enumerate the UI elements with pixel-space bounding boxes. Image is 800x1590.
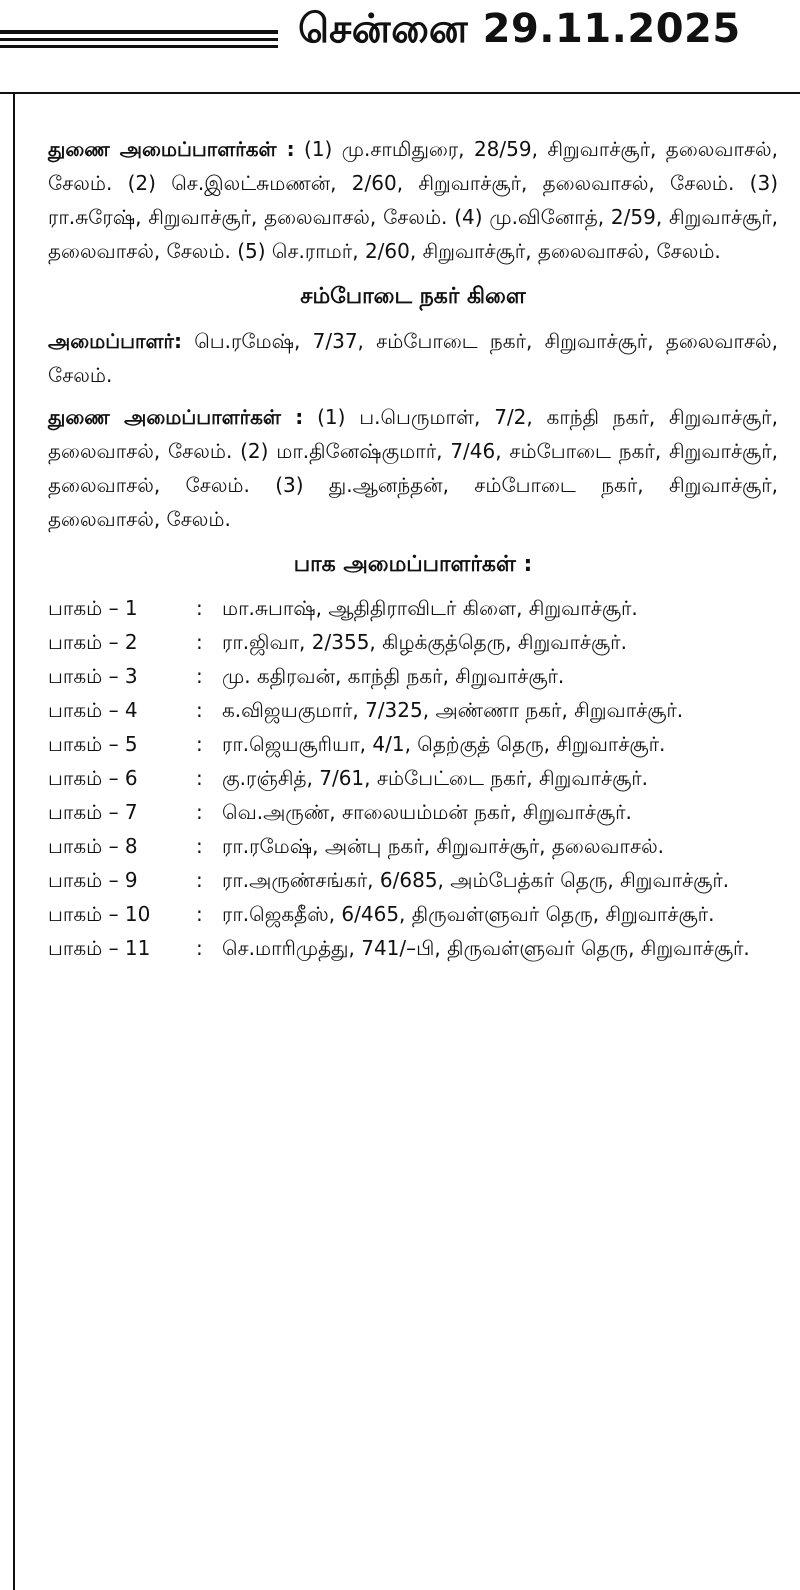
list-item [48,932,778,964]
list-item [48,694,778,726]
part-organizer: ரா.ஜெயசூரியா, 4/1, தெற்குத் தெரு, சிறுவாச்சூர். [222,732,666,756]
assistant-organizers-label: துணை அமைப்பாளர்கள் : [48,137,295,161]
part-separator: : [196,630,203,654]
list-item [48,796,778,828]
part-number: பாகம் – 6 [48,766,138,790]
part-organizer: செ.மாரிமுத்து, 741/–பி, திருவள்ளுவர் தெரு, சிறுவாச்சூர். [222,936,750,960]
header-divider [0,92,800,94]
article-body [48,132,778,966]
list-item [48,626,778,658]
branch-organizer-text: பெ.ரமேஷ், 7/37, சம்போடை நகர், சிறுவாச்சூர், தலைவாசல், சேலம். [48,329,779,387]
part-organizer: ரா.ஜிவா, 2/355, கிழக்குத்தெரு, சிறுவாச்சூர். [222,630,627,654]
list-item [48,830,778,862]
part-separator: : [196,664,203,688]
part-organizer: வெ.அருண், சாலையம்மன் நகர், சிறுவாச்சூர். [222,800,632,824]
part-separator: : [196,800,203,824]
branch-organizer-paragraph [48,324,778,392]
list-item [48,660,778,692]
part-separator: : [196,732,203,756]
assistant-organizers-text: (1) மு.சாமிதுரை, 28/59, சிறுவாச்சூர், தலைவாசல், சேலம். (2) செ.இலட்சுமணன், 2/60, சிறுவாச்சூர், தலைவாசல், சேலம். (3) ரா.சுரேஷ், சிறுவாச்சூர், தலைவாசல், சேலம். (4) மு.வினோத், 2/59, சிறுவாச்சூர், தலைவாசல், சேலம். (5) செ.ராமர், 2/60, சிறுவாச்சூர், தலைவாசல், சேலம். [48,137,778,263]
branch-assistants-text: (1) ப.பெருமாள், 7/2, காந்தி நகர், சிறுவாச்சூர், தலைவாசல், சேலம். (2) மா.தினேஷ்குமார், 7/46, சம்போடை நகர், சிறுவாச்சூர், தலைவாசல், சேலம். (3) து.ஆனந்தன், சம்போடை நகர், சிறுவாச்சூர், தலைவாசல், சேலம். [48,405,778,531]
part-organizer: மா.சுபாஷ், ஆதிதிராவிடர் கிளை, சிறுவாச்சூர். [222,596,638,620]
column-border [13,94,15,1590]
branch-assistants-label: துணை அமைப்பாளர்கள் : [48,405,304,429]
list-item [48,728,778,760]
masthead-rule [0,45,278,48]
part-separator: : [196,868,203,892]
part-number: பாகம் – 4 [48,698,138,722]
part-number: பாகம் – 1 [48,596,138,620]
list-item [48,864,778,896]
part-number: பாகம் – 7 [48,800,138,824]
assistant-organizers-paragraph [48,132,778,268]
part-organizer: ரா.ஜெகதீஸ், 6/465, திருவள்ளுவர் தெரு, சிறுவாச்சூர். [222,902,715,926]
part-organizer: கு.ரஞ்சித், 7/61, சம்பேட்டை நகர், சிறுவாச்சூர். [222,766,649,790]
part-number: பாகம் – 10 [48,902,151,926]
masthead-rule [0,38,278,41]
part-organizers-heading: பாக அமைப்பாளர்கள் : [293,552,533,577]
city-date-title: சென்னை 29.11.2025 [298,6,741,52]
part-number: பாகம் – 5 [48,732,138,756]
part-number: பாகம் – 3 [48,664,138,688]
part-separator: : [196,596,203,620]
part-number: பாகம் – 8 [48,834,138,858]
branch-heading: சம்போடை நகர் கிளை [300,284,526,309]
part-organizer: க.விஜயகுமார், 7/325, அண்ணா நகர், சிறுவாச்சூர். [222,698,684,722]
list-item [48,898,778,930]
masthead-rule [0,30,278,34]
part-number: பாகம் – 2 [48,630,138,654]
part-separator: : [196,698,203,722]
part-separator: : [196,766,203,790]
part-number: பாகம் – 9 [48,868,138,892]
branch-assistants-paragraph [48,400,778,536]
masthead [0,0,800,92]
part-organizer: ரா.அருண்சங்கர், 6/685, அம்பேத்கர் தெரு, சிறுவாச்சூர். [222,868,730,892]
part-organizers-list [48,592,778,964]
branch-organizer-label: அமைப்பாளர்: [48,329,182,353]
part-number: பாகம் – 11 [48,936,151,960]
part-separator: : [196,902,203,926]
list-item [48,762,778,794]
part-separator: : [196,936,203,960]
list-item [48,592,778,624]
part-separator: : [196,834,203,858]
part-organizer: ரா.ரமேஷ், அன்பு நகர், சிறுவாச்சூர், தலைவாசல். [222,834,665,858]
part-organizer: மு. கதிரவன், காந்தி நகர், சிறுவாச்சூர். [222,664,565,688]
